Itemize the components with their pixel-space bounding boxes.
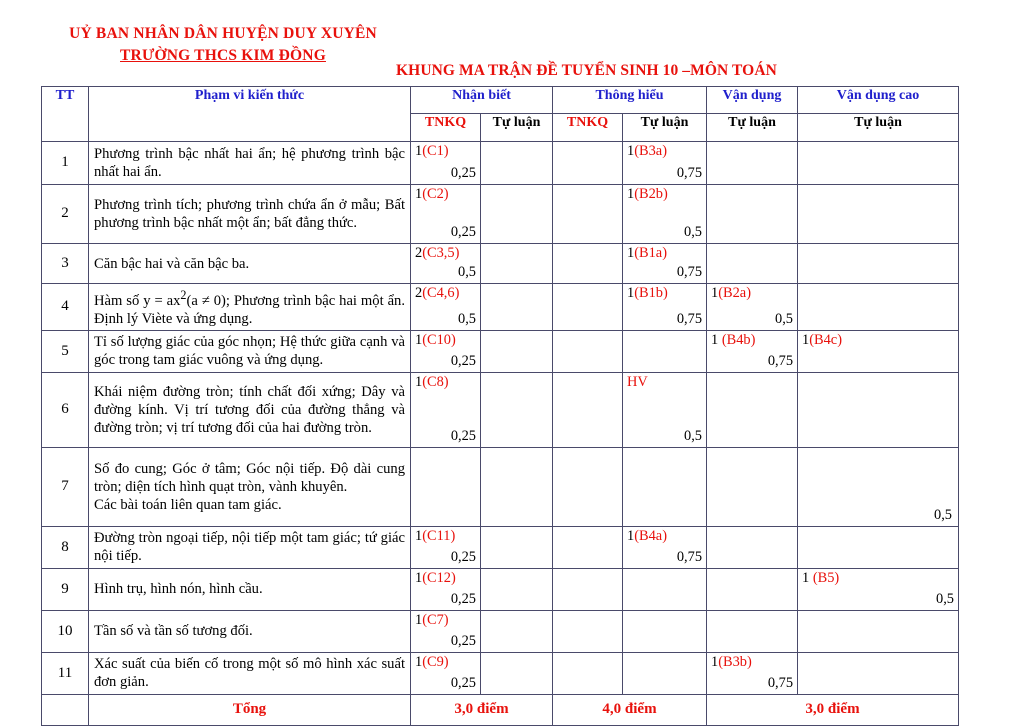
points-value: 0,25 — [450, 352, 476, 369]
column-header-scope: Phạm vi kiến thức — [89, 87, 411, 142]
points-value: 0,25 — [450, 590, 476, 607]
points-value: 0,75 — [767, 674, 794, 691]
table-row — [42, 142, 959, 185]
points-value: 0,25 — [450, 632, 476, 649]
question-code — [415, 332, 476, 349]
knowledge-scope: Xác suất của biến cố trong một số mô hình xác suất đơn giản. — [89, 652, 411, 694]
total-van-dung: 3,0 điểm — [707, 694, 959, 725]
question-code — [711, 332, 793, 349]
mark-cell-vdc-tuluan — [798, 330, 959, 372]
question-code — [802, 570, 954, 587]
mark-cell-nb-tnkq — [411, 568, 481, 610]
table-row — [42, 330, 959, 372]
question-id: (C7) — [422, 611, 449, 628]
mark-cell-th-tnkq — [553, 330, 623, 372]
row-number: 5 — [42, 330, 89, 372]
table-header — [42, 87, 959, 142]
question-count: 1 — [415, 143, 423, 159]
knowledge-scope: Hình trụ, hình nón, hình cầu. — [89, 568, 411, 610]
table-row — [42, 652, 959, 694]
row-number: 11 — [42, 652, 89, 694]
mark-cell-vd-tuluan — [707, 652, 798, 694]
mark-cell-vd-tuluan — [707, 185, 798, 244]
group-header-van-dung: Vận dụng — [707, 87, 798, 114]
table-row — [42, 244, 959, 284]
mark-cell-th-tuluan — [623, 447, 707, 526]
mark-cell-vdc-tuluan — [798, 244, 959, 284]
question-count: 1 — [711, 653, 719, 670]
mark-cell-nb-tnkq — [411, 142, 481, 185]
table-row — [42, 526, 959, 568]
question-count: 1 — [415, 186, 423, 202]
table-row — [42, 610, 959, 652]
question-id: (C12) — [422, 569, 456, 586]
mark-cell-vd-tuluan — [707, 244, 798, 284]
total-row-tt-empty — [42, 694, 89, 725]
mark-cell-nb-tuluan — [481, 372, 553, 447]
table-body — [42, 142, 959, 695]
mark-cell-nb-tuluan — [481, 284, 553, 331]
mark-cell-nb-tnkq — [411, 185, 481, 244]
question-code — [627, 528, 702, 545]
mark-cell-nb-tnkq — [411, 372, 481, 447]
mark-cell-nb-tuluan — [481, 526, 553, 568]
mark-cell-th-tnkq — [553, 610, 623, 652]
knowledge-scope: Phương trình bậc nhất hai ẩn; hệ phương trình bậc nhất hai ẩn. — [89, 142, 411, 185]
question-code — [711, 654, 793, 671]
points-value: 0,5 — [684, 224, 703, 240]
points-value: 0,5 — [775, 310, 794, 327]
points-value: 0,5 — [458, 310, 476, 327]
mark-cell-vdc-tuluan — [798, 372, 959, 447]
mark-cell-th-tnkq — [553, 652, 623, 694]
points-value: 0,5 — [684, 427, 703, 444]
mark-cell-nb-tuluan — [481, 652, 553, 694]
mark-cell-vd-tuluan — [707, 568, 798, 610]
mark-cell-th-tnkq — [553, 284, 623, 331]
knowledge-scope: Tần số và tần số tương đối. — [89, 610, 411, 652]
question-id: (B3b) — [718, 653, 752, 670]
mark-cell-th-tuluan — [623, 526, 707, 568]
subheader-nb-tuluan: Tự luận — [481, 114, 553, 142]
question-id: (C11) — [422, 527, 456, 544]
table-row — [42, 568, 959, 610]
question-count: 1 — [415, 527, 423, 544]
mark-cell-nb-tnkq — [411, 447, 481, 526]
points-value: 0,75 — [676, 264, 703, 280]
question-id: (C8) — [422, 373, 449, 390]
table-row — [42, 447, 959, 526]
points-value: 0,5 — [458, 264, 476, 280]
mark-cell-th-tuluan — [623, 610, 707, 652]
question-id: (C9) — [422, 653, 449, 670]
knowledge-scope-extra: Các bài toán liên quan tam giác. — [94, 496, 282, 513]
mark-cell-th-tuluan — [623, 568, 707, 610]
question-code — [415, 285, 476, 302]
question-count: 1 — [627, 285, 635, 301]
header-row-groups — [42, 87, 959, 114]
question-code — [802, 332, 954, 349]
question-id: (C1) — [422, 143, 449, 159]
question-count: 1 — [711, 285, 719, 301]
table-row — [42, 185, 959, 244]
question-id: (C4,6) — [422, 285, 460, 301]
mark-cell-th-tnkq — [553, 526, 623, 568]
question-id: (B5) — [812, 569, 840, 586]
mark-cell-vd-tuluan — [707, 330, 798, 372]
question-id: (B4b) — [721, 331, 756, 348]
points-value: 0,25 — [450, 224, 476, 240]
table-row — [42, 284, 959, 331]
question-code — [627, 245, 702, 262]
question-count: 1 — [627, 527, 635, 544]
mark-cell-nb-tnkq — [411, 244, 481, 284]
group-header-thong-hieu: Thông hiểu — [553, 87, 707, 114]
points-value: 0,25 — [450, 674, 476, 691]
group-header-van-dung-cao: Vận dụng cao — [798, 87, 959, 114]
question-code — [415, 374, 476, 391]
mark-cell-nb-tnkq — [411, 330, 481, 372]
question-code — [415, 143, 476, 160]
school-name-line2: TRƯỜNG THCS KIM ĐỒNG — [120, 47, 326, 64]
mark-cell-th-tnkq — [553, 568, 623, 610]
knowledge-scope: Tỉ số lượng giác của góc nhọn; Hệ thức giữa cạnh và góc trong tam giác vuông và ứng dụng. — [89, 330, 411, 372]
question-count: 1 — [415, 653, 423, 670]
question-count: 1 — [627, 245, 635, 261]
question-count: 1 — [627, 143, 635, 159]
matrix-title: KHUNG MA TRẬN ĐỀ TUYỂN SINH 10 –MÔN TOÁN — [396, 62, 777, 79]
mark-cell-vd-tuluan — [707, 372, 798, 447]
mark-cell-th-tuluan — [623, 142, 707, 185]
mark-cell-vd-tuluan — [707, 284, 798, 331]
question-count: 1 — [415, 569, 423, 586]
column-header-tt: TT — [42, 87, 89, 142]
question-code — [415, 186, 476, 203]
points-value: 0,25 — [450, 548, 476, 565]
mark-cell-vdc-tuluan — [798, 185, 959, 244]
mark-cell-nb-tuluan — [481, 330, 553, 372]
question-id: HV — [627, 373, 648, 390]
subheader-th-tuluan: Tự luận — [623, 114, 707, 142]
mark-cell-nb-tuluan — [481, 244, 553, 284]
question-id: (B3a) — [634, 143, 667, 159]
subheader-vdc-tuluan: Tự luận — [798, 114, 959, 142]
knowledge-scope: Đường tròn ngoại tiếp, nội tiếp một tam giác; tứ giác nội tiếp. — [89, 526, 411, 568]
question-code — [711, 285, 793, 302]
question-code — [415, 612, 476, 629]
row-number: 9 — [42, 568, 89, 610]
mark-cell-vdc-tuluan — [798, 610, 959, 652]
mark-cell-vd-tuluan — [707, 142, 798, 185]
organization-block — [58, 24, 388, 66]
mark-cell-nb-tuluan — [481, 610, 553, 652]
mark-cell-th-tuluan — [623, 284, 707, 331]
question-id: (B2b) — [634, 186, 668, 202]
mark-cell-vdc-tuluan — [798, 526, 959, 568]
mark-cell-nb-tnkq — [411, 526, 481, 568]
question-code — [627, 143, 702, 160]
question-code — [415, 245, 476, 262]
mark-cell-nb-tuluan — [481, 568, 553, 610]
mark-cell-th-tuluan — [623, 185, 707, 244]
mark-cell-vdc-tuluan — [798, 284, 959, 331]
mark-cell-nb-tuluan — [481, 142, 553, 185]
subheader-nb-tnkq: TNKQ — [411, 114, 481, 142]
knowledge-scope: Hàm số $y = ax^2(a \ne 0)$; Phương trình bậc hai một ẩn. Định lý Viète và ứng dụng. — [89, 284, 411, 331]
points-value: 0,75 — [676, 165, 703, 181]
total-thong-hieu: 4,0 điểm — [553, 694, 707, 725]
mark-cell-th-tuluan — [623, 652, 707, 694]
question-code — [627, 186, 702, 203]
question-count: 2 — [415, 245, 423, 261]
question-code — [627, 285, 702, 302]
mark-cell-vd-tuluan — [707, 610, 798, 652]
question-count: 1 — [415, 611, 423, 628]
points-value: 0,75 — [676, 548, 703, 565]
points-value: 0,25 — [450, 427, 476, 444]
organization-name-line1: UỶ BAN NHÂN DÂN HUYỆN DUY XUYÊN — [69, 25, 377, 42]
row-number: 3 — [42, 244, 89, 284]
question-id: (B1a) — [634, 245, 667, 261]
exam-matrix-table — [41, 86, 959, 726]
row-number: 6 — [42, 372, 89, 447]
mark-cell-nb-tnkq — [411, 652, 481, 694]
mark-cell-vd-tuluan — [707, 447, 798, 526]
mark-cell-vdc-tuluan — [798, 652, 959, 694]
question-id: (C10) — [422, 331, 456, 348]
mark-cell-vd-tuluan — [707, 526, 798, 568]
table-row — [42, 372, 959, 447]
mark-cell-nb-tuluan — [481, 185, 553, 244]
mark-cell-th-tnkq — [553, 447, 623, 526]
mark-cell-vdc-tuluan — [798, 142, 959, 185]
row-number: 2 — [42, 185, 89, 244]
total-nhan-biet: 3,0 điểm — [411, 694, 553, 725]
question-id: (C3,5) — [422, 245, 460, 261]
document-header — [0, 0, 1024, 86]
mark-cell-vdc-tuluan — [798, 447, 959, 526]
question-id: (B1b) — [634, 285, 668, 301]
row-number: 8 — [42, 526, 89, 568]
question-count: 1 — [711, 331, 722, 348]
question-count: 1 — [802, 569, 813, 586]
mark-cell-th-tnkq — [553, 185, 623, 244]
points-value: 0,75 — [767, 352, 794, 369]
knowledge-scope: Khái niệm đường tròn; tính chất đối xứng; Dây và đường kính. Vị trí tương đối của đường thẳng và đường tròn; vị trí tương đối của hai đường tròn. — [89, 372, 411, 447]
table-footer — [42, 694, 959, 725]
mark-cell-th-tnkq — [553, 142, 623, 185]
points-value: 0,25 — [450, 165, 476, 181]
mark-cell-th-tnkq — [553, 244, 623, 284]
question-count: 1 — [627, 186, 635, 202]
question-id: (C2) — [422, 186, 449, 202]
points-value: 0,5 — [934, 506, 953, 523]
question-id: (B4a) — [634, 527, 667, 544]
mark-cell-vdc-tuluan — [798, 568, 959, 610]
row-number: 7 — [42, 447, 89, 526]
question-count: 2 — [415, 285, 423, 301]
subheader-th-tnkq: TNKQ — [553, 114, 623, 142]
question-id: (B4c) — [809, 331, 842, 348]
question-code — [415, 528, 476, 545]
mark-cell-nb-tuluan — [481, 447, 553, 526]
question-count: 1 — [415, 373, 423, 390]
question-count: 1 — [802, 331, 810, 348]
question-code — [415, 654, 476, 671]
question-code — [415, 570, 476, 587]
group-header-nhan-biet: Nhận biết — [411, 87, 553, 114]
question-id: (B2a) — [718, 285, 751, 301]
row-number: 4 — [42, 284, 89, 331]
subheader-vd-tuluan: Tự luận — [707, 114, 798, 142]
question-count: 1 — [415, 331, 423, 348]
knowledge-scope: Số đo cung; Góc ở tâm; Góc nội tiếp. Độ dài cung tròn; diện tích hình quạt tròn, vành khuyên. Các bài toán liên quan tam giác. — [89, 447, 411, 526]
mark-cell-th-tuluan — [623, 330, 707, 372]
mark-cell-th-tnkq — [553, 372, 623, 447]
mark-cell-nb-tnkq — [411, 610, 481, 652]
row-number: 10 — [42, 610, 89, 652]
total-row — [42, 694, 959, 725]
points-value: 0,75 — [676, 310, 703, 327]
mark-cell-th-tuluan — [623, 372, 707, 447]
points-value: 0,5 — [936, 590, 955, 607]
total-label: Tổng — [89, 694, 411, 725]
knowledge-scope: Căn bậc hai và căn bậc ba. — [89, 244, 411, 284]
row-number: 1 — [42, 142, 89, 185]
question-code — [627, 374, 702, 391]
mark-cell-nb-tnkq — [411, 284, 481, 331]
knowledge-scope: Phương trình tích; phương trình chứa ẩn ở mẫu; Bất phương trình bậc nhất một ẩn; bất đẳng thức. — [89, 185, 411, 244]
mark-cell-th-tuluan — [623, 244, 707, 284]
